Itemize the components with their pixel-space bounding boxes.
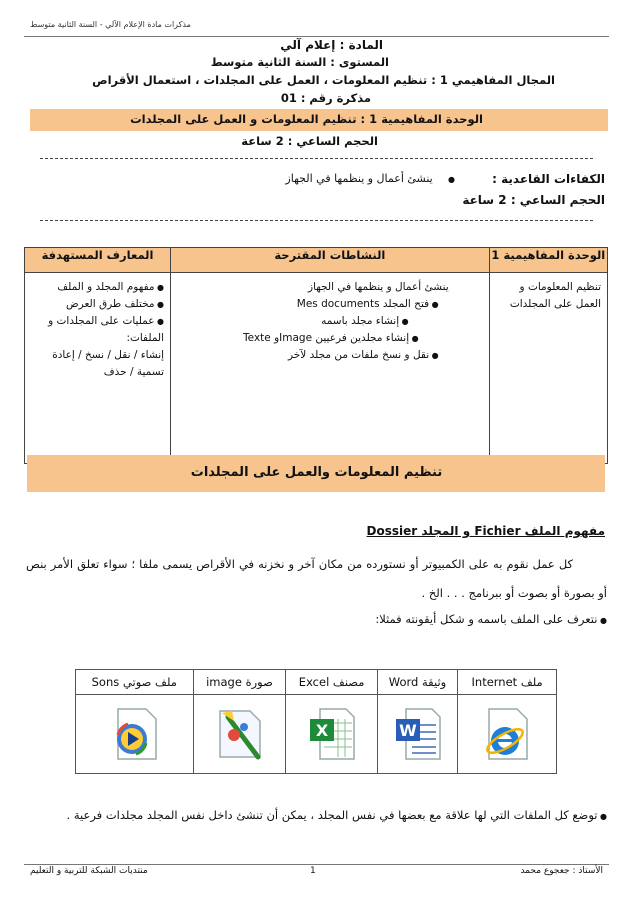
lesson-table [24,247,608,464]
domain-line: المجال المفاهيمي 1 : تنظيم المعلومات ، العمل على المجلدات ، استعمال الأقراص [92,73,555,87]
footer-rule [24,864,609,865]
excel-workbook-icon [304,705,360,763]
level-line: المستوى : السنة الثانية متوسط [210,55,389,69]
paint-image-icon [212,705,268,763]
file-types-table [75,669,557,774]
concept-paragraph: كل عمل نقوم به على الكمبيوتر أو نستورده من مكان آخر و نخزنه في الأقراص يسمى ملفا ؛ سواء تعلق الأمر بنص أو بصورة أو بصوت أو ببرنامج . . . الخ . [26,557,607,600]
activities-cell [171,273,490,464]
hours-line: الحجم الساعي : 2 ساعة [241,134,378,148]
page-number: 1 [310,866,316,876]
file-type-label: ملف صوتي Sons [76,670,194,695]
file-type-label: وثيقة Word [377,670,457,695]
activity-item: ● إنشاء مجلدين فرعيين Imageو Texte [243,332,419,344]
folder-paragraph: ● توضع كل الملفات التي لها علاقة مع بعضها في نفس المجلد ، يمكن أن تنشئ داخل نفس المجلد مجلدات فرعية . [66,808,607,822]
unit-line: الوحدة المفاهيمية 1 : تنظيم المعلومات و العمل على المجلدات [130,112,483,126]
activity-item: ● نقل و نسخ ملفات من مجلد لآخر [288,349,439,361]
svg-text:W: W [398,721,417,740]
section-title: تنظيم المعلومات والعمل على المجلدات [190,465,443,480]
footer-source: منتديات الشبكة للتربية و التعليم [30,866,148,876]
subject-line: المادة : إعلام آلي [280,38,383,52]
knowledge-item: ● مفهوم المجلد و الملف [31,279,164,296]
memo-number: مذكرة رقم : 01 [280,91,371,105]
svg-text:X: X [315,721,328,740]
knowledge-ops: إنشاء / نقل / نسخ / إعادة تسمية / حذف [52,349,165,378]
file-type-label: ملف Internet [458,670,557,695]
top-caption: مذكرات مادة الإعلام الآلي - السنة الثانية متوسط [30,20,191,29]
competencies-value: ينشئ أعمال و ينظمها في الجهاز [285,172,433,185]
competencies-text: ● ينشئ أعمال و ينظمها في الجهاز [285,172,455,185]
divider [40,220,593,221]
knowledge-cell [25,273,171,464]
header-activities: النشاطات المقترحة [171,248,490,273]
knowledge-item: ● عمليات على المجلدات و الملفات: [31,313,164,347]
header-rule [24,36,609,37]
word-document-icon [390,705,446,763]
divider [40,158,593,159]
header-unit: الوحدة المفاهيمية 1 [489,248,607,273]
header-knowledge: المعارف المستهدفة [25,248,171,273]
file-type-label: صورة image [193,670,286,695]
file-type-label: مصنف Excel [286,670,377,695]
concept-example: ● نتعرف على الملف باسمه و شكل أيقونته فمثلا: [375,612,607,626]
activity-item: ● إنشاء مجلد باسمه [321,315,409,327]
activities-intro: ينشئ أعمال و ينظمها في الجهاز [308,281,449,293]
concept-title: مفهوم الملف Fichier و المجلد Dossier [366,524,605,538]
media-sound-icon [106,705,162,763]
internet-explorer-icon [479,705,535,763]
unit-cell-text: تنظيم المعلومات و العمل على المجلدات [509,281,601,310]
footer-teacher: الأستاذ : جعجوع محمد [520,866,603,876]
competencies-hours: الحجم الساعي : 2 ساعة [462,193,605,207]
activity-item: ● فتح المجلد Mes documents [296,298,439,310]
unit-cell [489,273,607,464]
knowledge-item: ● مختلف طرق العرض [31,296,164,313]
competencies-label: الكفاءات القاعدية : [492,172,605,186]
